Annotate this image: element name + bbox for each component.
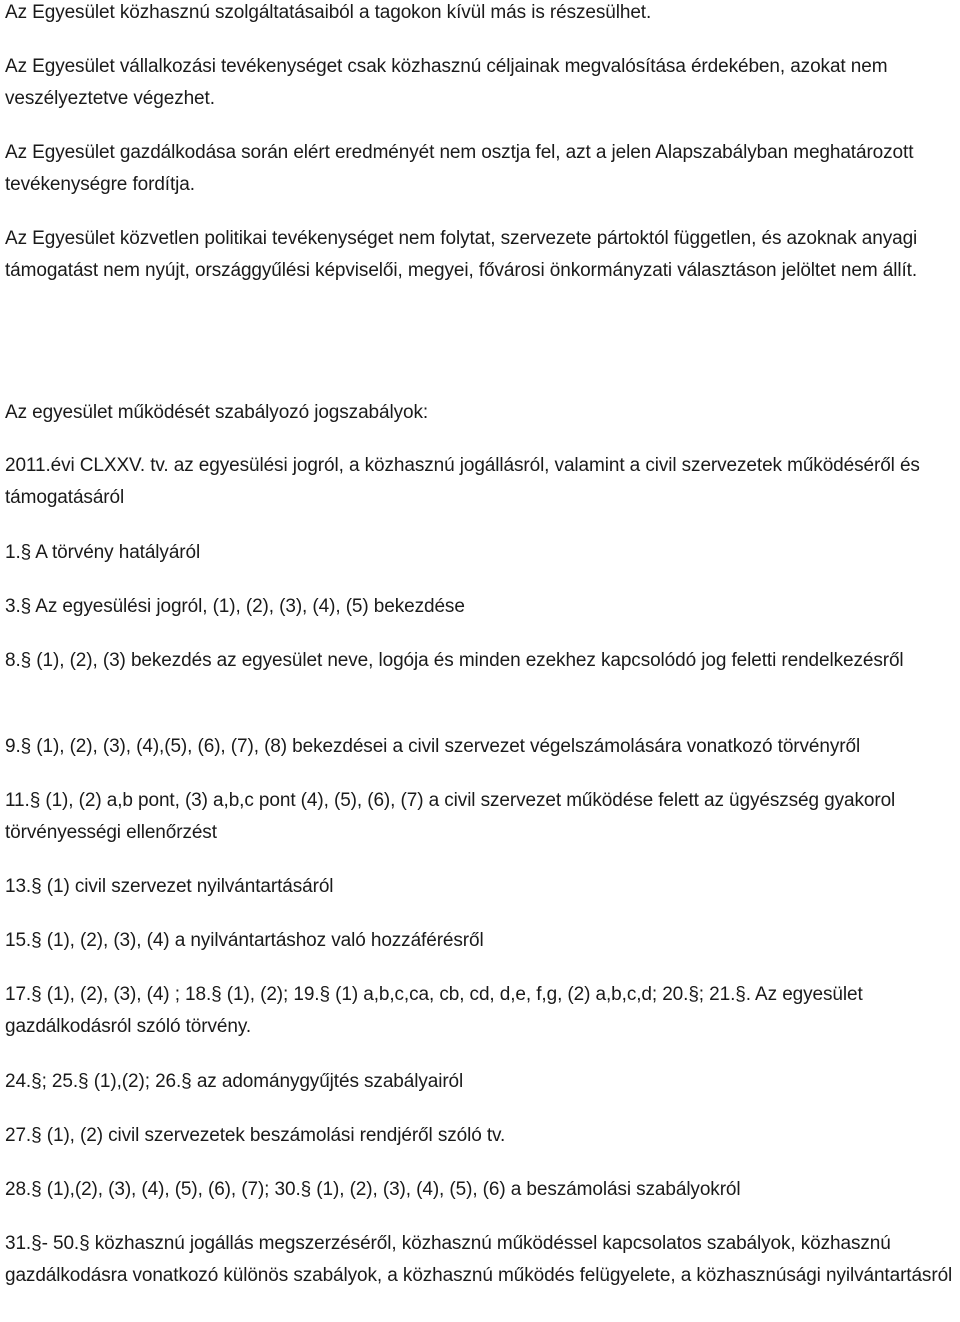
section-item: 15.§ (1), (2), (3), (4) a nyilvántartáshoz való hozzáférésről xyxy=(5,930,484,951)
paragraph-public-benefit-services: Az Egyesület közhasznú szolgáltatásaiból a tagokon kívül más is részesülhet. xyxy=(5,2,652,23)
section-item: 8.§ (1), (2), (3) bekezdés az egyesület neve, logója és minden ezekhez kapcsolódó jog feletti rendelkezésről xyxy=(5,650,904,671)
paragraph-political-activity: Az Egyesület közvetlen politikai tevékenységet nem folytat, szervezete pártoktól független, és azoknak anyagi támogatást nem nyújt, országgyűlési képviselői, megyei, fővárosi önkormányzati választáson jelöltet nem állít. xyxy=(5,228,918,281)
section-item: 24.§; 25.§ (1),(2); 26.§ az adománygyűjtés szabályairól xyxy=(5,1071,464,1092)
section-item: 27.§ (1), (2) civil szervezetek beszámolási rendjéről szóló tv. xyxy=(5,1125,506,1146)
section-item: 9.§ (1), (2), (3), (4),(5), (6), (7), (8) bekezdései a civil szervezet végelszámolására vonatkozó törvényről xyxy=(5,736,861,757)
section-item: 17.§ (1), (2), (3), (4) ; 18.§ (1), (2); 19.§ (1) a,b,c,ca, cb, cd, d,e, f,g, (2) a,b,c,d; 20.§; 21.§. Az egyesület gazdálkodásról szóló törvény. xyxy=(5,984,863,1037)
paragraph-business-activity: Az Egyesület vállalkozási tevékenységet csak közhasznú céljainak megvalósítása érdekében, azokat nem veszélyeztetve végezhet. xyxy=(5,56,888,109)
section-item: 3.§ Az egyesülési jogról, (1), (2), (3), (4), (5) bekezdése xyxy=(5,596,465,617)
section-item: 1.§ A törvény hatályáról xyxy=(5,542,201,563)
paragraph-financial-results: Az Egyesület gazdálkodása során elért eredményét nem osztja fel, azt a jelen Alapszabályban meghatározott tevékenységre fordítja. xyxy=(5,142,914,195)
laws-intro: 2011.évi CLXXV. tv. az egyesülési jogról, a közhasznú jogállásról, valamint a civil szervezetek működéséről és támogatásáról xyxy=(5,455,920,508)
section-item: 31.§- 50.§ közhasznú jogállás megszerzéséről, közhasznú működéssel kapcsolatos szabályok, közhasznú gazdálkodásra vonatkozó különös szabályok, a közhasznú működés felügyelete, a közhasznúsági nyilvántartásról xyxy=(5,1233,953,1286)
section-item: 13.§ (1) civil szervezet nyilvántartásáról xyxy=(5,876,334,897)
section-item: 28.§ (1),(2), (3), (4), (5), (6), (7); 30.§ (1), (2), (3), (4), (5), (6) a beszámolási szabályokról xyxy=(5,1179,741,1200)
laws-heading: Az egyesület működését szabályozó jogszabályok: xyxy=(5,402,429,423)
section-item: 11.§ (1), (2) a,b pont, (3) a,b,c pont (4), (5), (6), (7) a civil szervezet működése felett az ügyészség gyakorol törvényességi ellenőrzést xyxy=(5,790,896,843)
